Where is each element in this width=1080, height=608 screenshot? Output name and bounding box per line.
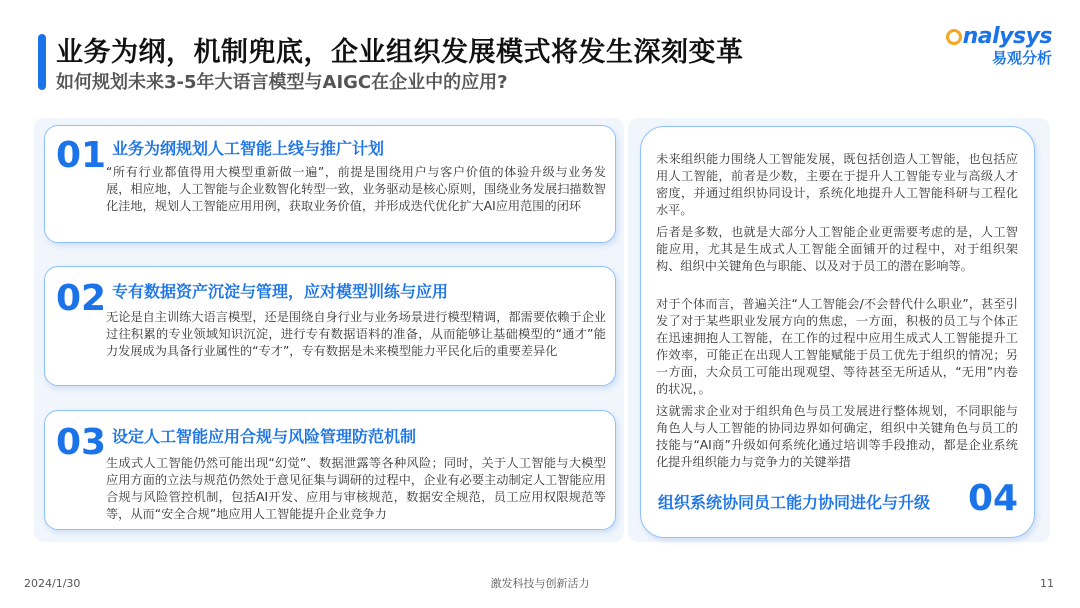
card-03-number: 03: [56, 422, 107, 463]
footer-date: 2024/1/30: [24, 577, 81, 590]
card-02-body: 无论是自主训练大语言模型，还是围绕自身行业与业务场景进行模型精调，都需要依赖于企业过往积累的专业领域知识沉淀，进行专有数据语料的准备，从而能够让基础模型的“通才”能力发展成为具备行业属性的“专才”，专有数据是未来模型能力平民化后的重要差异化: [106, 310, 606, 358]
card-01-body: “所有行业都值得用大模型重新做一遍”，前提是围绕用户与客户价值的体验升级与业务发展，相应地，人工智能与企业数智化转型一致，业务驱动是核心原则，围绕业务发展扫描数智化洼地，规划人工智能应用用例，获取业务价值，并形成迭代优化扩大AI应用范围的闭环: [106, 165, 606, 213]
card-03-body: 生成式人工智能仍然可能出现“幻觉”、数据泄露等各种风险；同时，关于人工智能与大模型应用方面的立法与规范仍然处于意见征集与调研的过程中，企业有必要主动制定人工智能应用合规与风险管控机制，包括AI开发、应用与审核规范，数据安全规范，员工应用权限规范等等，从而“安全合规”地应用人工智能提升企业竞争力: [106, 456, 606, 521]
page-title: 业务为纲，机制兜底，企业组织发展模式将发生深刻变革: [56, 37, 744, 68]
footer-tagline: 激发科技与创新活力: [490, 577, 590, 590]
card-02-heading: 专有数据资产沉淀与管理，应对模型训练与应用: [112, 282, 449, 301]
card-01-heading: 业务为纲规划人工智能上线与推广计划: [112, 139, 385, 158]
logo-ring-icon: [946, 29, 962, 45]
logo-wordmark: nalysys: [942, 24, 1052, 49]
right-paragraph-4: 这就需求企业对于组织角色与员工发展进行整体规划，不同职能与角色人与人工智能的协同边界如何确定，组织中关键角色与员工的技能与“AI商”升级如何系统化通过培训等手段推动，都是企业系统化提升组织能力与竞争力的关键举措: [656, 404, 1018, 469]
card-04-number: 04: [968, 478, 1019, 519]
right-paragraph-2: 后者是多数，也就是大部分人工智能企业更需要考虑的是，人工智能应用，尤其是生成式人工智能全面铺开的过程中，对于组织架构、组织中关键角色与职能、以及对于员工的潜在影响等。: [656, 225, 1018, 273]
card-02-number: 02: [56, 278, 107, 319]
right-paragraph-1: 未来组织能力围绕人工智能发展，既包括创造人工智能，也包括应用人工智能，前者是少数，主要在于提升人工智能专业与高级人才密度，并通过组织协同设计，系统化地提升人工智能科研与工程化水平。: [656, 152, 1018, 217]
right-paragraph-3: 对于个体而言，普遍关注“人工智能会/不会替代什么职业”，甚至引发了对于某些职业发展方向的焦虑，一方面，积极的员工与个体正在迅速拥抱人工智能，在工作的过程中应用生成式人工智能提升工作效率，可能正在出现人工智能赋能于员工优先于组织的情况；另一方面，大众员工可能出现观望、等待甚至无所适从，“无用”内卷的状况，。: [656, 297, 1018, 396]
card-01-number: 01: [56, 135, 107, 176]
page-subtitle: 如何规划未来3-5年大语言模型与AIGC在企业中的应用?: [56, 72, 508, 93]
title-accent-bar: [38, 34, 46, 90]
card-03-heading: 设定人工智能应用合规与风险管理防范机制: [112, 427, 417, 446]
card-04-heading: 组织系统协同员工能力协同进化与升级: [658, 493, 931, 512]
page-number: 11: [1040, 577, 1054, 590]
analysys-logo: [942, 24, 1052, 68]
logo-chinese-name: 易观分析: [991, 49, 1052, 67]
